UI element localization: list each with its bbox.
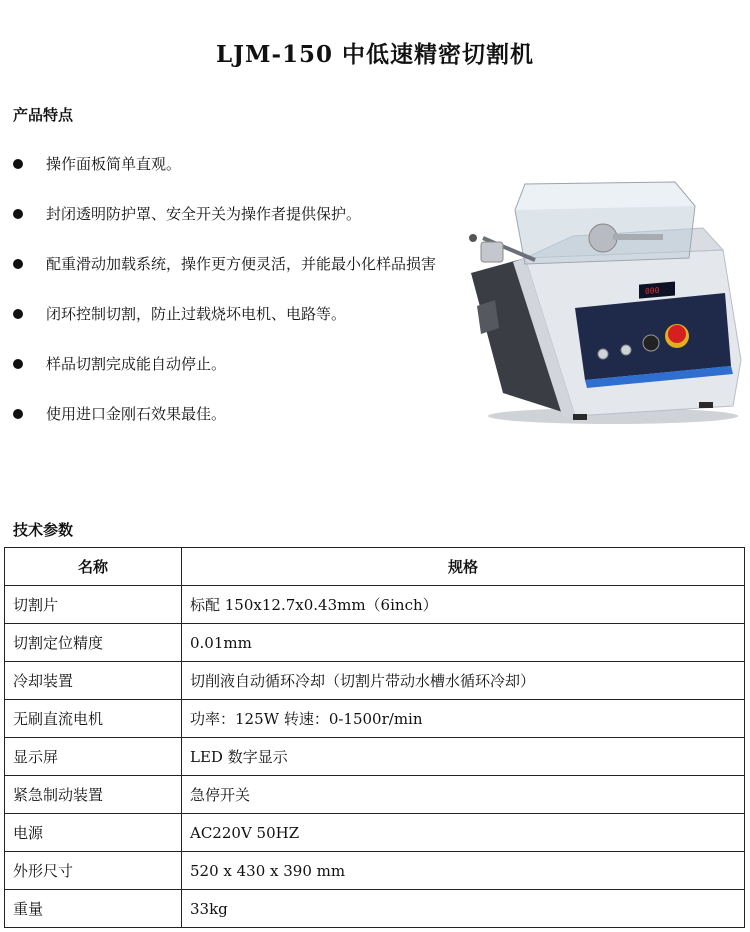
column-header-name: 名称 [5, 548, 182, 586]
table-row [5, 738, 745, 776]
spec-value: 急停开关 [182, 776, 745, 814]
machine-image [463, 178, 745, 430]
spec-name: 切割片 [5, 586, 182, 624]
spec-value: 0.01mm [182, 624, 745, 662]
feature-text: 闭环控制切割，防止过载烧坏电机、电路等。 [46, 305, 347, 323]
table-row [5, 700, 745, 738]
table-row [5, 624, 745, 662]
bullet-icon [13, 409, 23, 419]
spec-name: 显示屏 [5, 738, 182, 776]
bullet-icon [13, 259, 23, 269]
features-list [13, 152, 453, 452]
table-row [5, 852, 745, 890]
spec-value: AC220V 50HZ [182, 814, 745, 852]
spec-name: 重量 [5, 890, 182, 928]
table-row [5, 662, 745, 700]
feature-item [13, 252, 453, 276]
specs-heading: 技术参数 [13, 521, 74, 539]
feature-text: 封闭透明防护罩、安全开关为操作者提供保护。 [46, 205, 362, 223]
spec-name: 外形尺寸 [5, 852, 182, 890]
column-header-spec: 规格 [182, 548, 745, 586]
spec-value: 切削液自动循环冷却（切割片带动水槽水循环冷却） [182, 662, 745, 700]
spec-name: 电源 [5, 814, 182, 852]
spec-name: 切割定位精度 [5, 624, 182, 662]
feature-item [13, 352, 453, 376]
spec-name: 无刷直流电机 [5, 700, 182, 738]
feature-text: 使用进口金刚石效果最佳。 [46, 405, 227, 423]
feature-item [13, 302, 453, 326]
feature-item [13, 202, 453, 226]
table-row [5, 890, 745, 928]
feature-text: 样品切割完成能自动停止。 [46, 355, 227, 373]
spec-value: 标配 150x12.7x0.43mm（6inch） [182, 586, 745, 624]
page-title: LJM-150 中低速精密切割机 [215, 41, 535, 68]
svg-text:000: 000 [645, 285, 660, 297]
feature-item [13, 152, 453, 176]
table-row [5, 586, 745, 624]
table-row [5, 776, 745, 814]
spec-name: 紧急制动装置 [5, 776, 182, 814]
spec-value: 功率：125W 转速：0-1500r/min [182, 700, 745, 738]
table-header-row [5, 548, 745, 586]
spec-value: 520 x 430 x 390 mm [182, 852, 745, 890]
spec-value: 33kg [182, 890, 745, 928]
bullet-icon [13, 359, 23, 369]
features-heading: 产品特点 [13, 106, 74, 124]
bullet-icon [13, 209, 23, 219]
feature-text: 配重滑动加载系统，操作更方便灵活，并能最小化样品损害 [46, 255, 437, 273]
bullet-icon [13, 309, 23, 319]
bullet-icon [13, 159, 23, 169]
feature-item [13, 402, 453, 426]
specs-table [4, 547, 745, 928]
spec-name: 冷却装置 [5, 662, 182, 700]
emergency-stop-button [668, 325, 686, 343]
spec-value: LED 数字显示 [182, 738, 745, 776]
feature-text: 操作面板简单直观。 [46, 155, 182, 173]
table-row [5, 814, 745, 852]
